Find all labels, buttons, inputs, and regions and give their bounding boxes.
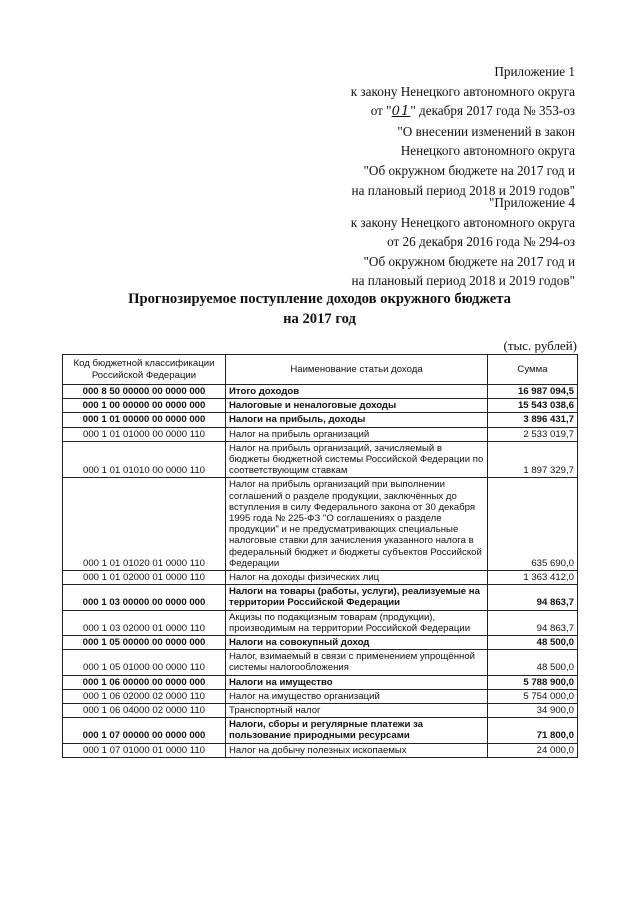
row-code: 000 1 05 00000 00 0000 000: [63, 636, 226, 650]
row-amount: 16 987 094,5: [488, 385, 578, 399]
row-code: 000 8 50 00000 00 0000 000: [63, 385, 226, 399]
row-name: Налоги на прибыль, доходы: [226, 413, 488, 427]
row-code: 000 1 01 01020 01 0000 110: [63, 478, 226, 571]
row-amount: 2 533 019,7: [488, 427, 578, 441]
row-amount: 48 500,0: [488, 650, 578, 675]
annex-1-line: Ненецкого автономного округа: [400, 143, 575, 159]
table-row: [63, 689, 578, 703]
header-code: Код бюджетной классификации Российской Федерации: [63, 355, 226, 385]
table-row: [63, 743, 578, 757]
annex-1-line: "О внесении изменений в закон: [397, 123, 575, 139]
header-amount: Сумма: [488, 355, 578, 385]
row-amount: 15 543 038,6: [488, 399, 578, 413]
table-row: [63, 704, 578, 718]
row-code: 000 1 01 02000 01 0000 110: [63, 571, 226, 585]
row-code: 000 1 07 00000 00 0000 000: [63, 718, 226, 743]
row-code: 000 1 06 02000 02 0000 110: [63, 689, 226, 703]
annex-4-line: к закону Ненецкого автономного округа: [350, 214, 575, 230]
row-name: Транспортный налог: [226, 704, 488, 718]
table-row: [63, 427, 578, 441]
row-name: Налоги на имущество: [226, 675, 488, 689]
row-amount: 94 863,7: [488, 585, 578, 610]
annex-4-line: "Об окружном бюджете на 2017 год и: [363, 253, 575, 269]
title-line-1: Прогнозируемое поступление доходов окружного бюджета: [128, 291, 511, 307]
table-row: [63, 718, 578, 743]
table-row: [63, 610, 578, 635]
table-row: [63, 478, 578, 571]
row-amount: 34 900,0: [488, 704, 578, 718]
annex-4-line: "Приложение 4: [488, 195, 575, 210]
annex-4-line: на плановый период 2018 и 2019 годов": [351, 273, 575, 289]
annex-1-line: "Об окружном бюджете на 2017 год и: [363, 162, 575, 178]
row-code: 000 1 05 01000 00 0000 110: [63, 650, 226, 675]
table-row: [63, 636, 578, 650]
row-amount: 71 800,0: [488, 718, 578, 743]
row-amount: 94 863,7: [488, 610, 578, 635]
table-row: [63, 585, 578, 610]
annex-1-date-prefix: от ": [370, 103, 392, 119]
table-row: [63, 399, 578, 413]
annex-4-header: [351, 193, 575, 291]
units-label: (тыс. рублей): [503, 338, 577, 353]
annex-1-line: Приложение 1: [494, 64, 575, 79]
header-name: Наименование статьи дохода: [226, 355, 488, 385]
row-name: Налог на прибыль организаций при выполнении соглашений о разделе продукции, заключённых до вступления в силу Федерального закона от 30 декабря 1995 года № 225-ФЗ "О соглашениях о разделе продукции" и не предусматривающих специальные налоговые ставки для зачисления указанного налога в федеральный бюджет и бюджеты субъектов Российской Федерации: [226, 478, 488, 571]
row-name: Налоги на совокупный доход: [226, 636, 488, 650]
table-row: [63, 385, 578, 399]
revenue-table: [62, 354, 578, 758]
row-code: 000 1 03 00000 00 0000 000: [63, 585, 226, 610]
row-code: 000 1 06 00000 00 0000 000: [63, 675, 226, 689]
row-code: 000 1 07 01000 01 0000 110: [63, 743, 226, 757]
annex-1-header: [351, 62, 575, 200]
annex-1-line: на плановый период 2018 и 2019 годов": [351, 182, 575, 198]
row-amount: 1 897 329,7: [488, 441, 578, 478]
row-name: Налоги, сборы и регулярные платежи за пользование природными ресурсами: [226, 718, 488, 743]
row-name: Налоги на товары (работы, услуги), реализуемые на территории Российской Федерации: [226, 585, 488, 610]
table-row: [63, 413, 578, 427]
table-header-row: [63, 355, 578, 385]
annex-1-date-line: [351, 101, 575, 122]
table-row: [63, 441, 578, 478]
row-name: Налог, взимаемый в связи с применением упрощённой системы налогообложения: [226, 650, 488, 675]
row-name: Налог на добычу полезных ископаемых: [226, 743, 488, 757]
row-code: 000 1 01 01000 00 0000 110: [63, 427, 226, 441]
row-amount: 48 500,0: [488, 636, 578, 650]
annex-1-date-suffix: " декабря 2017 года № 353-оз: [410, 103, 575, 119]
row-name: Налоговые и неналоговые доходы: [226, 399, 488, 413]
row-amount: 1 363 412,0: [488, 571, 578, 585]
handwritten-day: 01: [391, 104, 411, 120]
document-title: [0, 289, 639, 329]
row-amount: 5 788 900,0: [488, 675, 578, 689]
row-name: Налог на доходы физических лиц: [226, 571, 488, 585]
annex-1-line: к закону Ненецкого автономного округа: [350, 83, 575, 99]
row-code: 000 1 06 04000 02 0000 110: [63, 704, 226, 718]
title-line-2: на 2017 год: [283, 311, 356, 327]
row-amount: 24 000,0: [488, 743, 578, 757]
row-amount: 3 896 431,7: [488, 413, 578, 427]
row-name: Налог на прибыль организаций, зачисляемый в бюджеты бюджетной системы Российской Федерации по соответствующим ставкам: [226, 441, 488, 478]
table-row: [63, 675, 578, 689]
row-amount: 635 690,0: [488, 478, 578, 571]
row-name: Налог на прибыль организаций: [226, 427, 488, 441]
row-name: Акцизы по подакцизным товарам (продукции), производимым на территории Российской Федерации: [226, 610, 488, 635]
row-code: 000 1 03 02000 01 0000 110: [63, 610, 226, 635]
row-code: 000 1 00 00000 00 0000 000: [63, 399, 226, 413]
table-row: [63, 571, 578, 585]
row-name: Налог на имущество организаций: [226, 689, 488, 703]
row-name: Итого доходов: [226, 385, 488, 399]
annex-4-line: от 26 декабря 2016 года № 294-оз: [387, 234, 575, 250]
table-row: [63, 650, 578, 675]
row-code: 000 1 01 00000 00 0000 000: [63, 413, 226, 427]
row-code: 000 1 01 01010 00 0000 110: [63, 441, 226, 478]
row-amount: 5 754 000,0: [488, 689, 578, 703]
